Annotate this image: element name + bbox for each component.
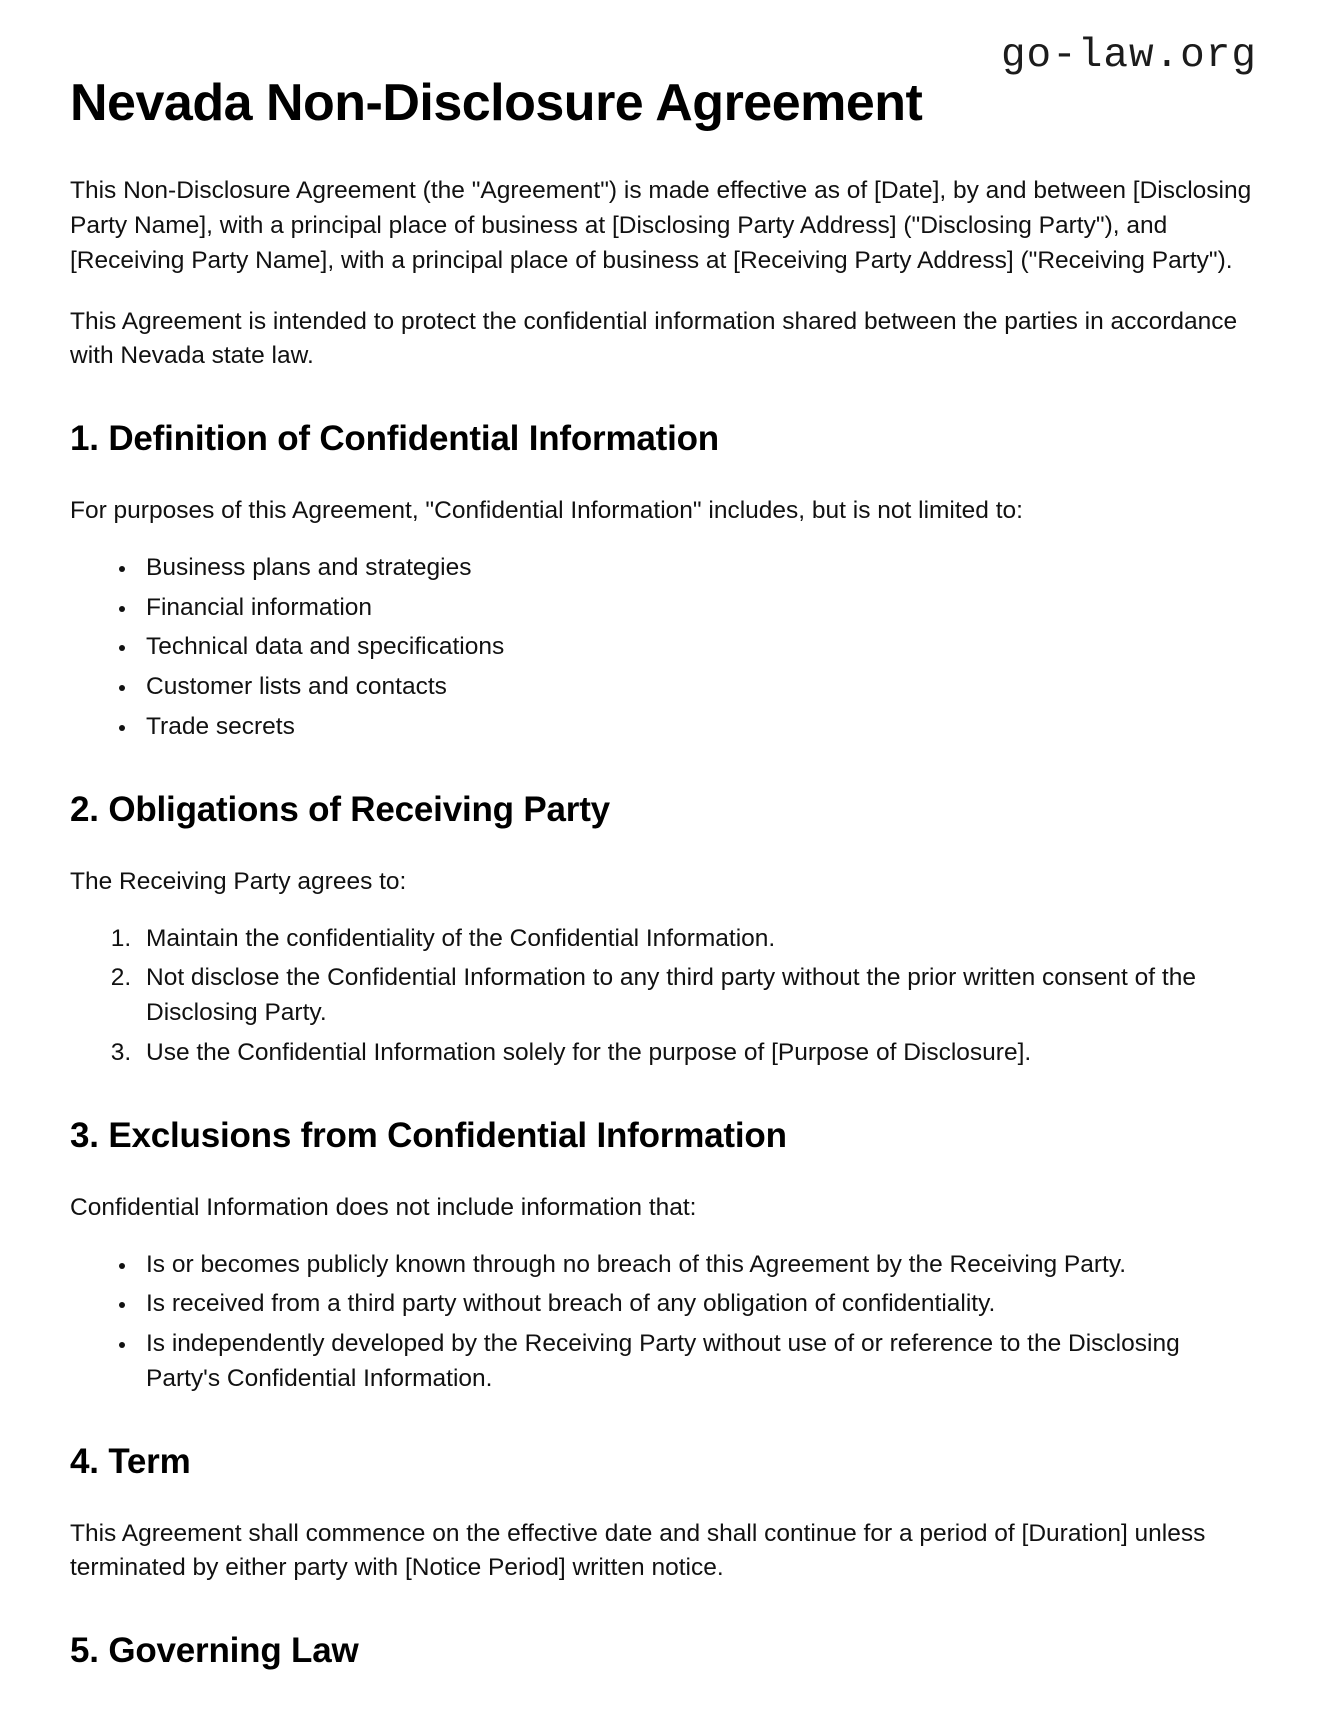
list-item: 2. Not disclose the Confidential Information to any third party without the prior written consent of the Disclosing Party. — [138, 961, 1259, 1031]
intro-paragraph-2: This Agreement is intended to protect the confidential information shared between the parties in accordance with Nevada state law. — [70, 307, 1238, 370]
list-item: • Financial information — [138, 591, 1259, 626]
section-intro-3: Confidential Information does not include information that: — [70, 1193, 697, 1221]
list-item: • Is received from a third party without breach of any obligation of confidentiality. — [138, 1287, 1259, 1322]
section-heading-4: 4. Term — [70, 1441, 191, 1481]
section-heading-1: 1. Definition of Confidential Information — [70, 419, 719, 459]
section-intro-4: This Agreement shall commence on the effective date and shall continue for a period of [Duration] unless terminated by either party with [Notice Period] written notice. — [70, 1519, 1206, 1582]
list-item: • Business plans and strategies — [138, 551, 1259, 586]
list-item: • Trade secrets — [138, 710, 1259, 745]
list-item: • Is independently developed by the Receiving Party without use of or reference to the Disclosing Party's Confidential Information. — [138, 1327, 1259, 1397]
section-list-3 — [70, 1248, 1259, 1397]
section-list-2 — [70, 922, 1259, 1071]
list-item: • Is or becomes publicly known through no breach of this Agreement by the Receiving Party. — [138, 1248, 1259, 1283]
list-item: • Technical data and specifications — [138, 630, 1259, 665]
list-item: 3. Use the Confidential Information solely for the purpose of [Purpose of Disclosure]. — [138, 1036, 1259, 1071]
list-item: 1. Maintain the confidentiality of the Confidential Information. — [138, 922, 1259, 957]
section-heading-3: 3. Exclusions from Confidential Information — [70, 1115, 787, 1155]
intro-paragraph-1: This Non-Disclosure Agreement (the "Agreement") is made effective as of [Date], by and between [Disclosing Party Name], with a principal place of business at [Disclosing Party Address] ("Disclosing Party"), and [Receiving Party Name], with a principal place of business at [Receiving Party Address] ("Receiving Party"). — [70, 177, 1252, 274]
section-list-1 — [70, 551, 1259, 745]
section-intro-2: The Receiving Party agrees to: — [70, 867, 407, 895]
section-heading-5: 5. Governing Law — [70, 1631, 359, 1671]
section-intro-1: For purposes of this Agreement, "Confidential Information" includes, but is not limited to: — [70, 497, 1023, 525]
page-title: Nevada Non-Disclosure Agreement — [70, 74, 923, 132]
site-watermark: go-law.org — [1000, 33, 1257, 79]
section-heading-2: 2. Obligations of Receiving Party — [70, 789, 610, 829]
list-item: • Customer lists and contacts — [138, 670, 1259, 705]
